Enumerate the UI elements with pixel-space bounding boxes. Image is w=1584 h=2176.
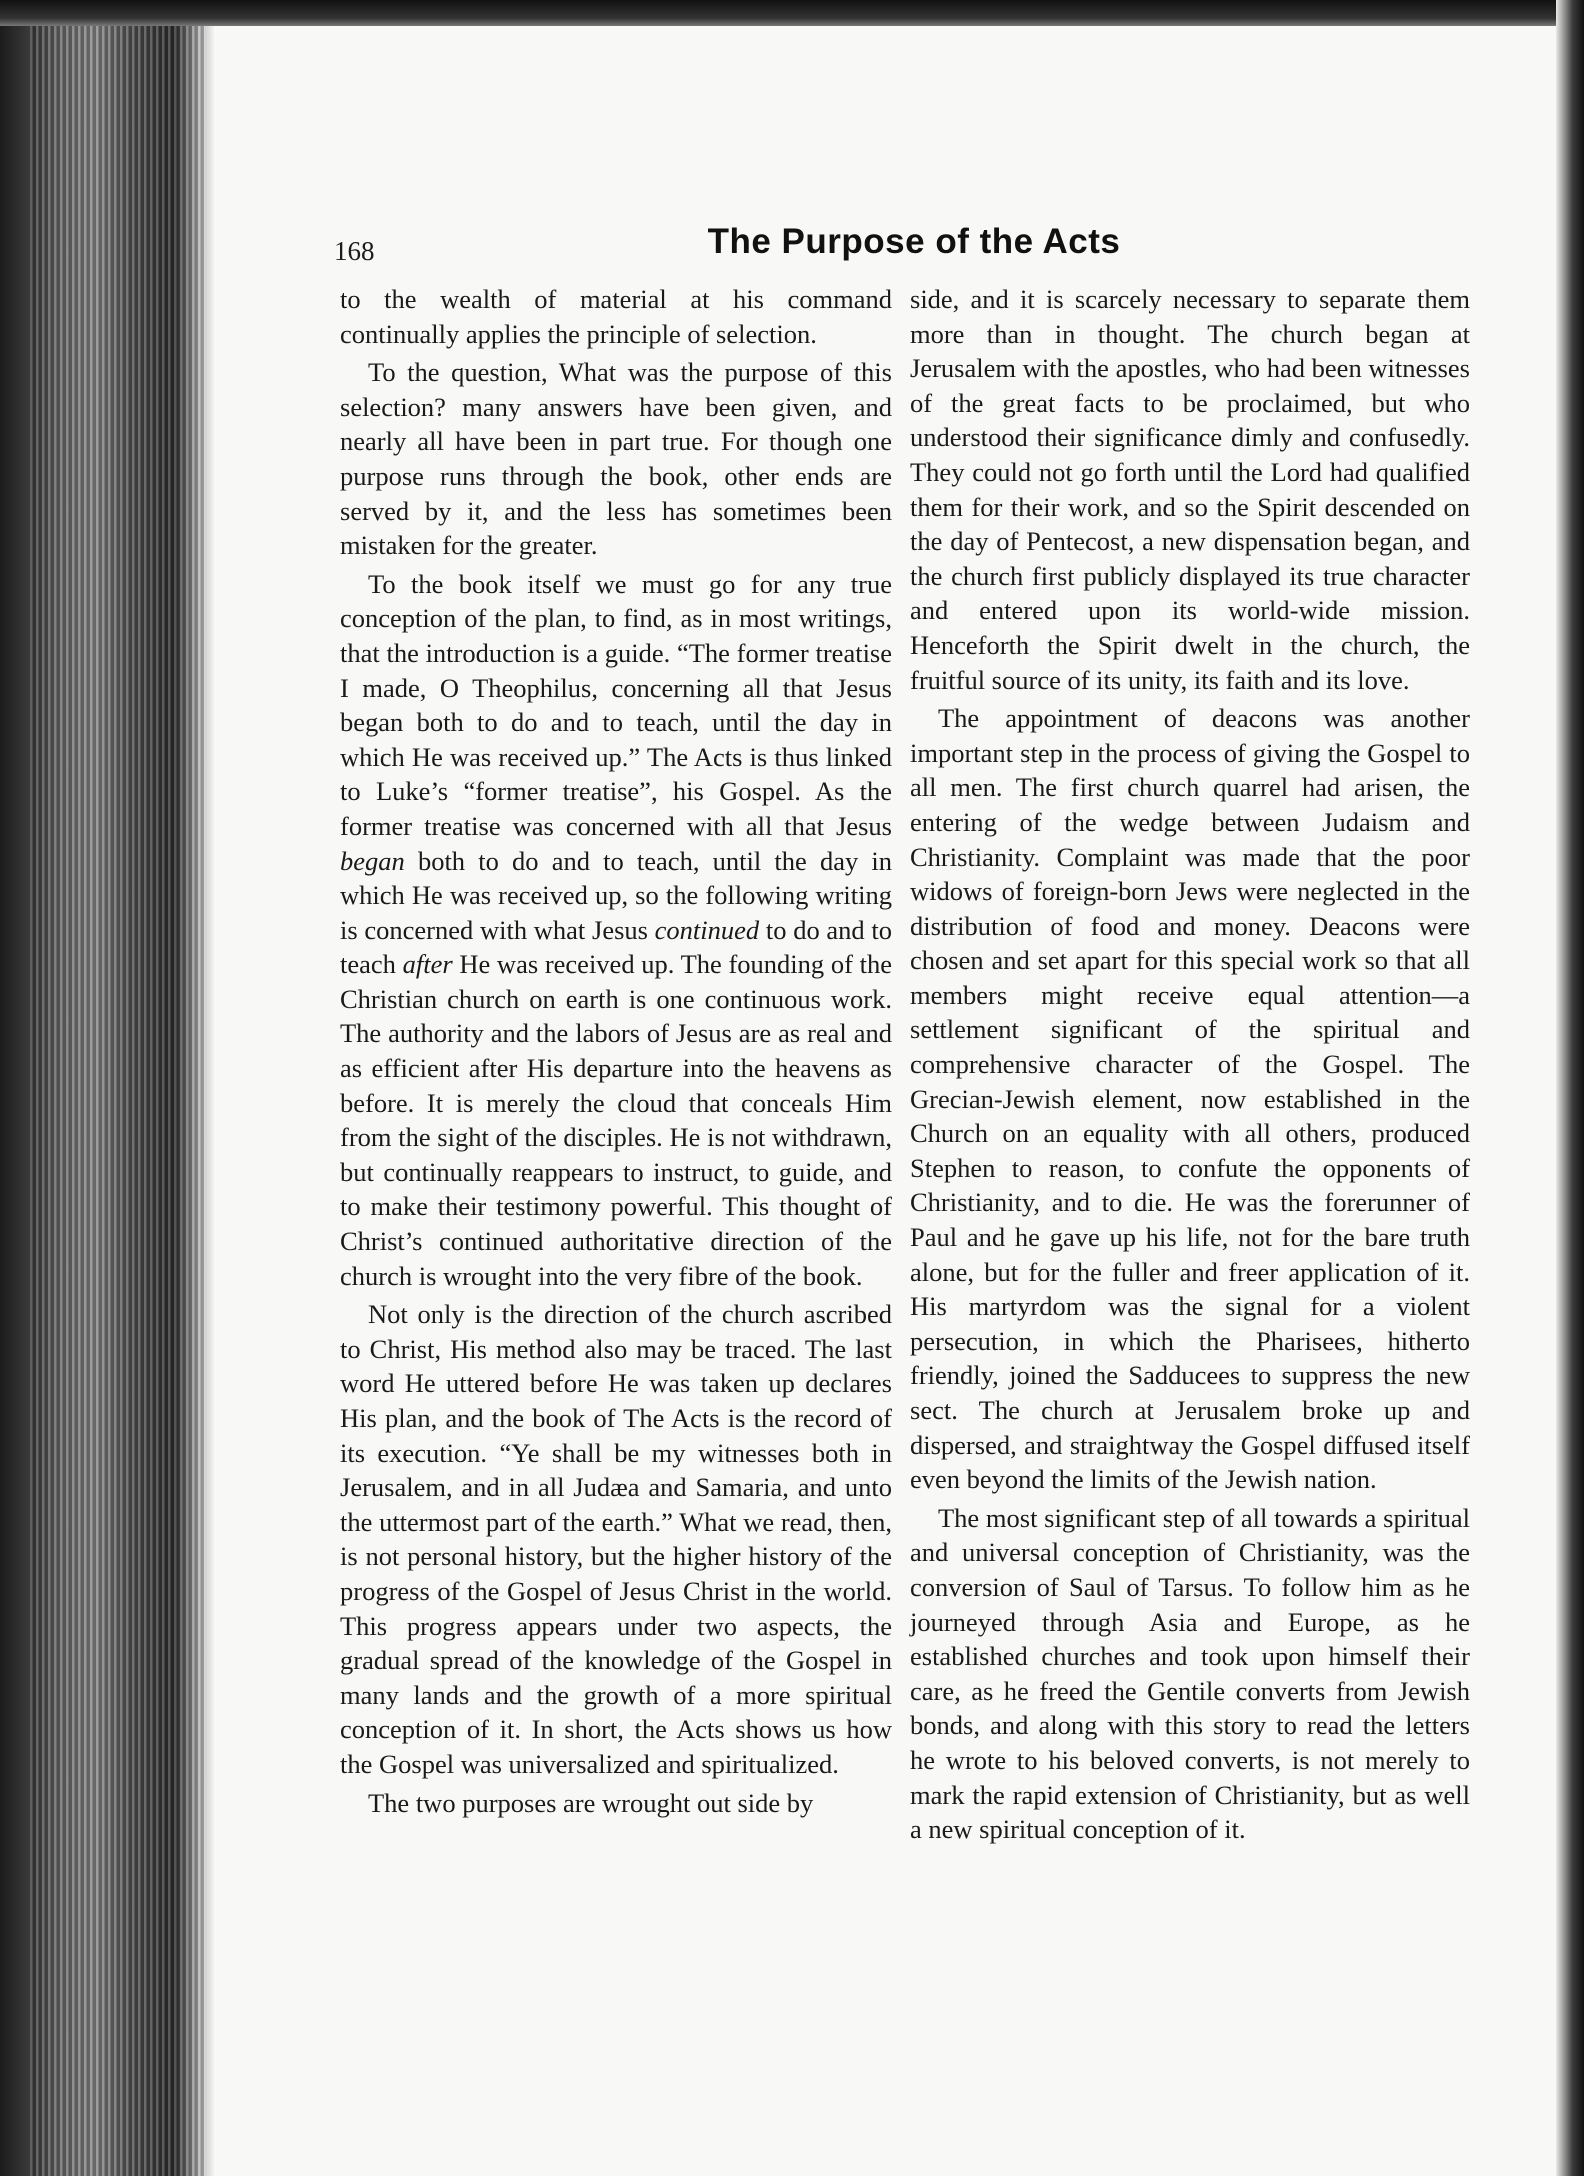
left-column: [340, 282, 892, 1820]
running-head: The Purpose of the Acts: [707, 222, 1121, 261]
page-sheet: [214, 26, 1556, 2176]
right-paragraph-2: The appointment of deacons was another important step in the process of giving the Gospel to all men. The first church quarrel had arisen, the entering of the wedge between Judaism and Christianity. Complaint was made that the poor widows of foreign-born Jews were neglected in the distribution of food and money. Deacons were chosen and set apart for this special work so that all members might receive equal attention—a settlement significant of the spiritual and comprehensive character of the Gospel. The Grecian-Jewish element, now established in the Church on an equality with all others, produced Stephen to reason, to confute the opponents of Christianity, and to die. He was the forerunner of Paul and he gave up his life, not for the bare truth alone, but for the fuller and freer application of it. His martyrdom was the signal for a violent persecution, in which the Pharisees, hitherto friendly, joined the Sadducees to suppress the new sect. The church at Jerusalem broke up and dispersed, and straightway the Gospel diffused itself even beyond the limits of the Jewish nation.: [910, 703, 1470, 1495]
text-run: to do and to teach: [340, 914, 892, 980]
page-number: 168: [334, 236, 375, 266]
right-paragraph-1: side, and it is scarcely necessary to separate them more than in thought. The church began at Jerusalem with the apostles, who had been witnesses of the great facts to be proclaimed, but who understood their significance dimly and confusedly. They could not go forth until the Lord had qualified them for their work, and so the Spirit descended on the day of Pentecost, a new dispensation began, and the church first publicly displayed its true character and entered upon its world-wide mission. Henceforth the Spirit dwelt in the church, the fruitful source of its unity, its faith and its love.: [910, 284, 1470, 695]
left-paragraph-1: to the wealth of material at his command continually applies the principle of selection.: [340, 284, 892, 349]
right-column: [910, 282, 1470, 1847]
scan-right-shadow: [1556, 0, 1584, 2176]
left-paragraph-4: Not only is the direction of the church ascribed to Christ, His method also may be traced. The last word He uttered before He was taken up declares His plan, and the book of The Acts is the record of its execution. “Ye shall be my witnesses both in Jerusalem, and in all Judæa and Samaria, and unto the uttermost part of the earth.” What we read, then, is not personal history, but the higher history of the progress of the Gospel of Jesus Christ in the world. This progress appears under two aspects, the gradual spread of the knowledge of the Gospel in many lands and the growth of a more spiritual conception of it. In short, the Acts shows us how the Gospel was universalized and spiritualized.: [340, 1299, 892, 1779]
scan-top-shadow: [0, 0, 1584, 26]
left-paragraph-2: To the question, What was the purpose of this selection? many answers have been given, and nearly all have been in part true. For though one purpose runs through the book, other ends are served by it, and the less has sometimes been mistaken for the greater.: [340, 357, 892, 561]
right-paragraph-3: The most significant step of all towards a spiritual and universal conception of Christianity, was the conversion of Saul of Tarsus. To follow him as he journeyed through Asia and Europe, as he established churches and took upon himself their care, as he freed the Gentile converts from Jewish bonds, and along with this story to read the letters he wrote to his beloved converts, is not merely to mark the rapid extension of Christianity, but as well a new spiritual conception of it.: [910, 1502, 1470, 1845]
text-run: To the book itself we must go for any true conception of the plan, to find, as in most writings, that the introduction is a guide. “The former treatise I made, O Theophilus, concerning all that Jesus began both to do and to teach, until the day in which He was received up.” The Acts is thus linked to Luke’s “former treatise”, his Gospel. As the former treatise was concerned with all that Jesus: [340, 568, 892, 841]
emphasis-continued: continued: [654, 914, 760, 945]
text-run: both to do and to teach, until the day in which He was received up, so the following writing is concerned with what Jesus: [340, 845, 892, 945]
emphasis-began: began: [340, 845, 405, 876]
left-paragraph-3: [340, 567, 892, 1293]
book-page-edges: [30, 0, 205, 2176]
text-run: He was received up. The founding of the Christian church on earth is one continuous work. The authority and the labors of Jesus are as real and as efficient after His departure into the heavens as before. It is merely the cloud that conceals Him from the sight of the disciples. He is not withdrawn, but continually reappears to instruct, to guide, and to make their testimony powerful. This thought of Christ’s continued authoritative direction of the church is wrought into the very fibre of the book.: [340, 949, 892, 1291]
page-header: [334, 222, 1494, 282]
left-paragraph-5: The two purposes are wrought out side by: [368, 1787, 814, 1818]
emphasis-after: after: [402, 949, 453, 980]
